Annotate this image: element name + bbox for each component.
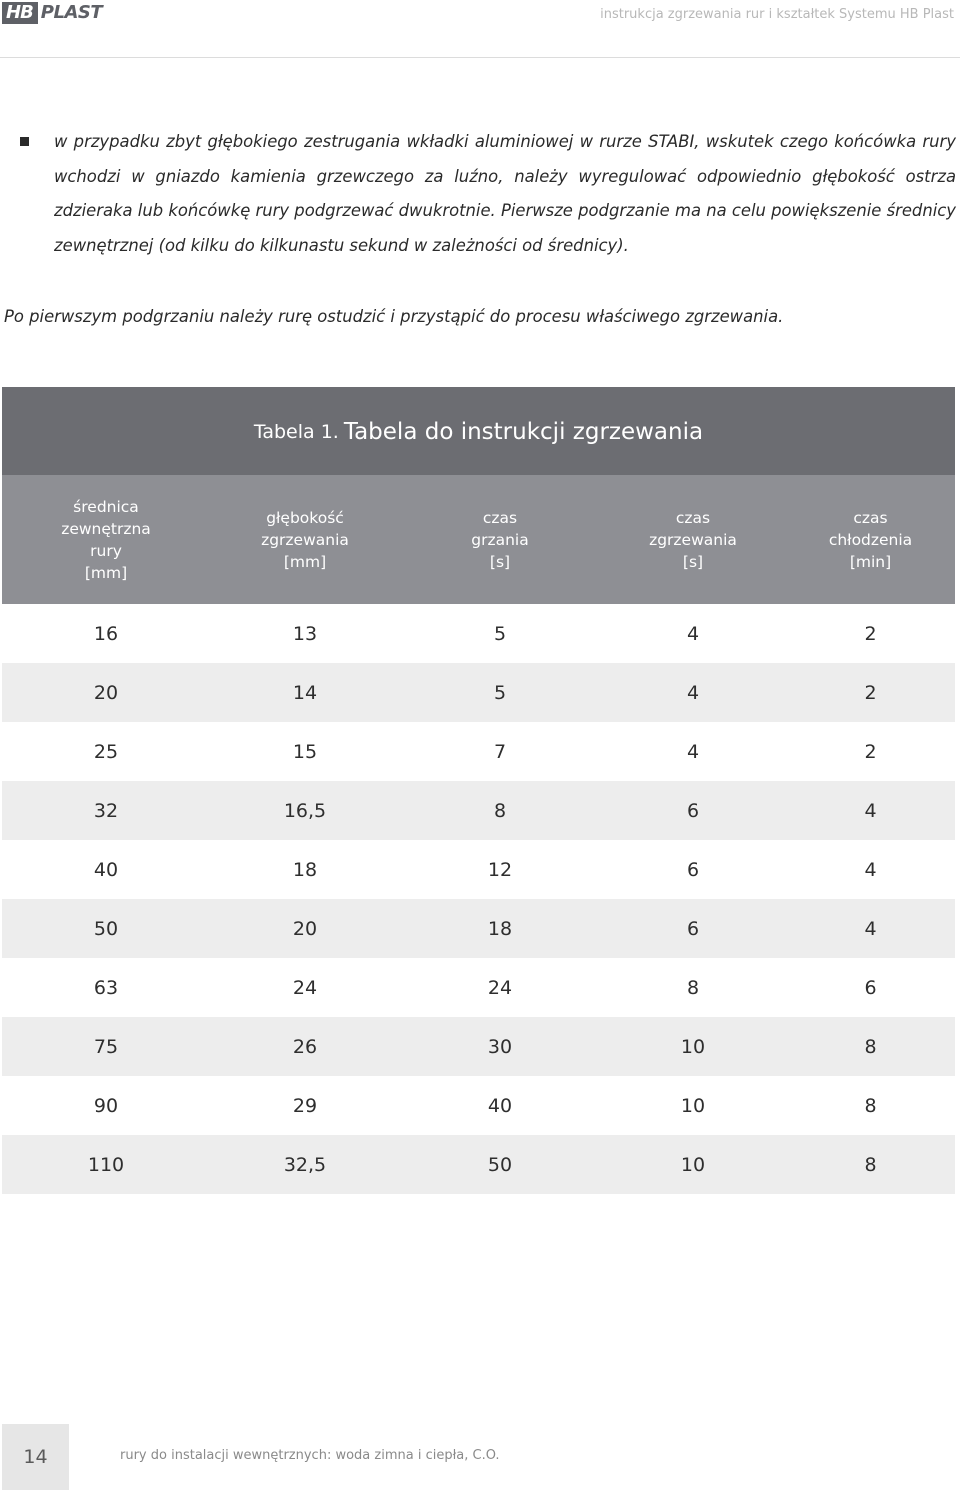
cell-outer-diameter: 20 [93,681,119,704]
cell-welding-depth: 16,5 [283,799,327,822]
table-row [2,1135,955,1194]
table-title-main: Tabela do instrukcji zgrzewania [343,419,704,445]
cell-heating-time: 18 [487,917,513,940]
cell-heating-time: 8 [493,799,507,822]
cell-heating-time: 12 [487,858,513,881]
table-row [2,604,955,663]
cell-welding-time: 4 [686,622,700,645]
cell-welding-time: 4 [686,681,700,704]
cell-outer-diameter: 25 [93,740,119,763]
cell-cooling-time: 2 [864,681,877,704]
page-header [0,0,960,58]
cell-outer-diameter: 32 [93,799,119,822]
cell-outer-diameter: 90 [93,1094,119,1117]
cell-heating-time: 5 [493,681,507,704]
cell-welding-depth: 18 [292,858,318,881]
bullet-text: w przypadku zbyt głębokiego zestrugania wkładki aluminiowej w rurze STABI, wskutek czego końcówka rury wchodzi w gniazdo kamienia grzewczego za luźno, należy wyregulować odpowiednio głębokość ostrza zdzieraka lub końcówkę rury podgrzewać dwukrotnie. Pierwsze podgrzanie ma na celu powiększenie średnicy zewnętrznej (od kilku do kilkunastu sekund w zależności od średnicy). [54,132,956,255]
cell-welding-depth: 26 [292,1035,318,1058]
cell-heating-time: 40 [487,1094,513,1117]
table-row [2,663,955,722]
cell-welding-time: 10 [680,1094,706,1117]
cell-outer-diameter: 16 [93,622,119,645]
instruction-paragraph: Po pierwszym podgrzaniu należy rurę ostudzić i przystąpić do procesu właściwego zgrzewania. [4,307,784,326]
cell-welding-time: 8 [686,976,700,999]
welding-table [2,387,955,1194]
cell-cooling-time: 8 [864,1035,877,1058]
cell-heating-time: 7 [493,740,507,763]
table-row [2,1017,955,1076]
cell-welding-time: 4 [686,740,700,763]
cell-welding-time: 6 [686,799,700,822]
footer-text: rury do instalacji wewnętrznych: woda zimna i ciepła, C.O. [120,1448,500,1463]
logo-wordmark: PLAST [40,2,103,23]
page-number: 14 [2,1424,69,1490]
cell-outer-diameter: 75 [93,1035,119,1058]
cell-heating-time: 50 [487,1153,513,1176]
table-row [2,899,955,958]
cell-welding-time: 10 [680,1153,706,1176]
header-welding-depth: głębokość zgrzewania [mm] [261,508,349,571]
table-row [2,958,955,1017]
cell-cooling-time: 8 [864,1094,877,1117]
cell-outer-diameter: 110 [87,1153,125,1176]
cell-outer-diameter: 40 [93,858,119,881]
cell-heating-time: 5 [493,622,507,645]
bullet-square-icon [20,137,29,146]
cell-welding-time: 6 [686,858,700,881]
cell-welding-time: 10 [680,1035,706,1058]
table-row [2,840,955,899]
header-heating-time: czas grzania [s] [471,508,529,571]
cell-cooling-time: 2 [864,622,877,645]
cell-welding-depth: 14 [292,681,318,704]
header-divider [0,57,960,58]
table-header-row [2,475,955,604]
header-welding-time: czas zgrzewania [s] [649,508,737,571]
cell-welding-depth: 32,5 [283,1153,327,1176]
cell-cooling-time: 6 [864,976,877,999]
cell-cooling-time: 4 [864,858,877,881]
logo-mark: HB [2,2,38,24]
cell-cooling-time: 8 [864,1153,877,1176]
cell-outer-diameter: 63 [93,976,119,999]
table-title [2,387,955,475]
cell-welding-depth: 13 [292,622,318,645]
cell-heating-time: 24 [487,976,513,999]
cell-welding-depth: 20 [292,917,318,940]
header-outer-diameter: średnica zewnętrzna rury [mm] [61,497,151,582]
header-cooling-time: czas chłodzenia [min] [828,508,913,571]
cell-welding-depth: 29 [292,1094,318,1117]
cell-welding-depth: 24 [292,976,318,999]
cell-welding-depth: 15 [292,740,318,763]
table-row [2,722,955,781]
cell-cooling-time: 4 [864,799,877,822]
table-row [2,1076,955,1135]
hb-plast-logo [2,2,102,24]
cell-welding-time: 6 [686,917,700,940]
table-row [2,781,955,840]
cell-outer-diameter: 50 [93,917,119,940]
cell-heating-time: 30 [487,1035,513,1058]
header-title: instrukcja zgrzewania rur i kształtek Systemu HB Plast [600,7,954,22]
table-body [2,604,955,1194]
cell-cooling-time: 2 [864,740,877,763]
table-title-prefix: Tabela 1. [253,421,339,443]
cell-cooling-time: 4 [864,917,877,940]
